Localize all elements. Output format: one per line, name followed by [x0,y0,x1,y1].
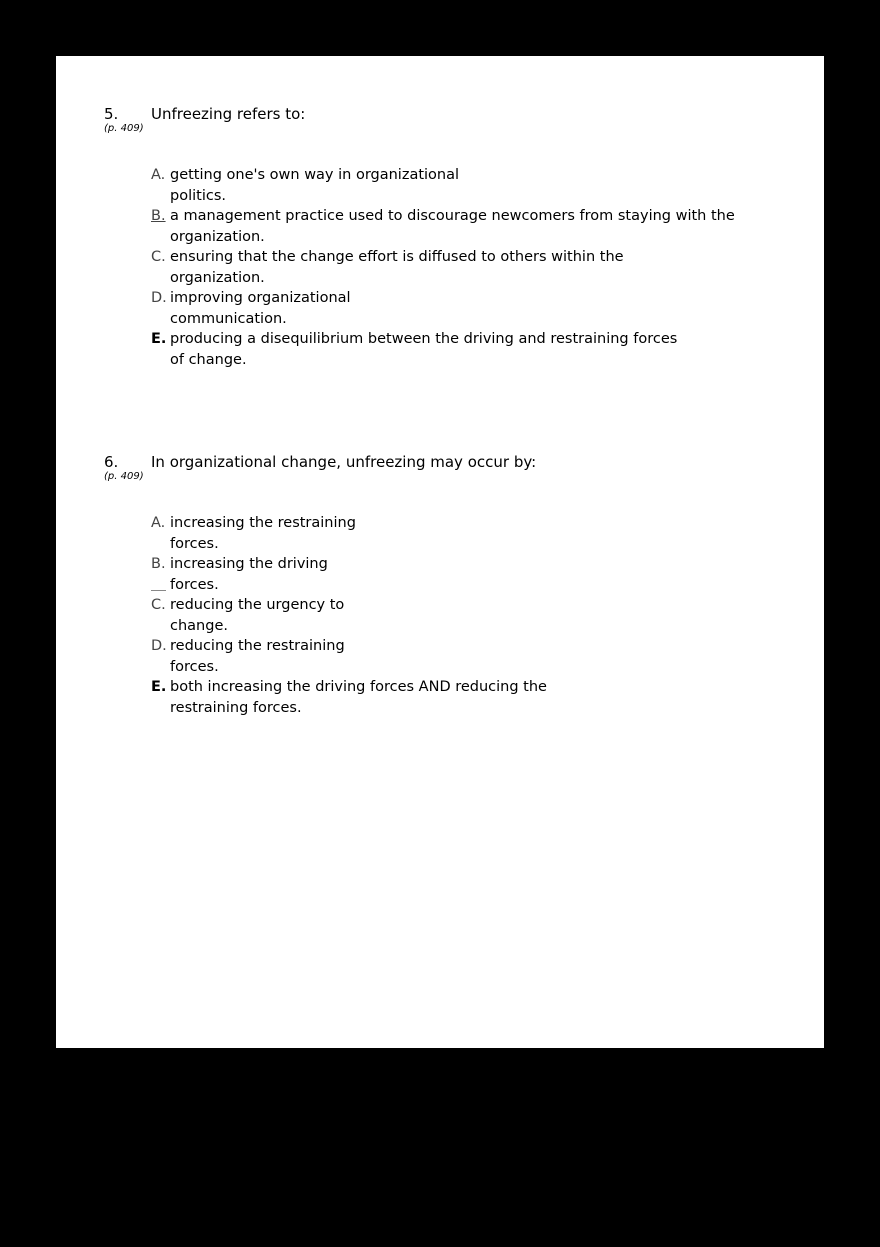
option-a [151,513,791,554]
option-a [151,165,791,206]
option-text: both increasing the driving forces AND reducing the restraining forces. [170,679,547,716]
option-b [151,554,791,595]
answer-options [151,513,791,718]
option-text: increasing the driving forces. [170,556,328,593]
option-letter: D. [151,638,167,654]
option-letter: C. [151,597,166,613]
question-stem: Unfreezing refers to: [151,105,306,123]
option-c [151,595,791,636]
option-letter: E. [151,679,167,695]
option-letter: D. [151,290,167,306]
option-letter: B. [151,556,166,572]
question-stem: In organizational change, unfreezing may occur by: [151,453,537,471]
option-text: reducing the urgency to change. [170,597,345,634]
option-letter: C. [151,249,166,265]
option-text: reducing the restraining forces. [170,638,345,675]
option-d [151,636,791,677]
question-number: 6. [104,453,119,471]
option-text: a management practice used to discourage newcomers from staying with the organization. [170,208,735,245]
page-reference: (p. 409) [104,471,144,482]
answer-blank-line [151,590,166,591]
answer-options [151,165,791,370]
option-text: producing a disequilibrium between the driving and restraining forces of change. [170,331,678,368]
option-b [151,206,791,247]
option-letter: B. [151,208,166,224]
option-e-correct [151,329,791,370]
option-letter: A. [151,167,166,183]
option-text: getting one's own way in organizational politics. [170,167,460,204]
option-d [151,288,791,329]
option-e-correct [151,677,791,718]
option-text: ensuring that the change effort is diffused to others within the organization. [170,249,624,286]
option-letter: E. [151,331,167,347]
option-c [151,247,791,288]
document-page [56,56,824,1048]
option-text: improving organizational communication. [170,290,351,327]
page-reference: (p. 409) [104,123,144,134]
question-number: 5. [104,105,119,123]
option-letter: A. [151,515,166,531]
option-text: increasing the restraining forces. [170,515,356,552]
